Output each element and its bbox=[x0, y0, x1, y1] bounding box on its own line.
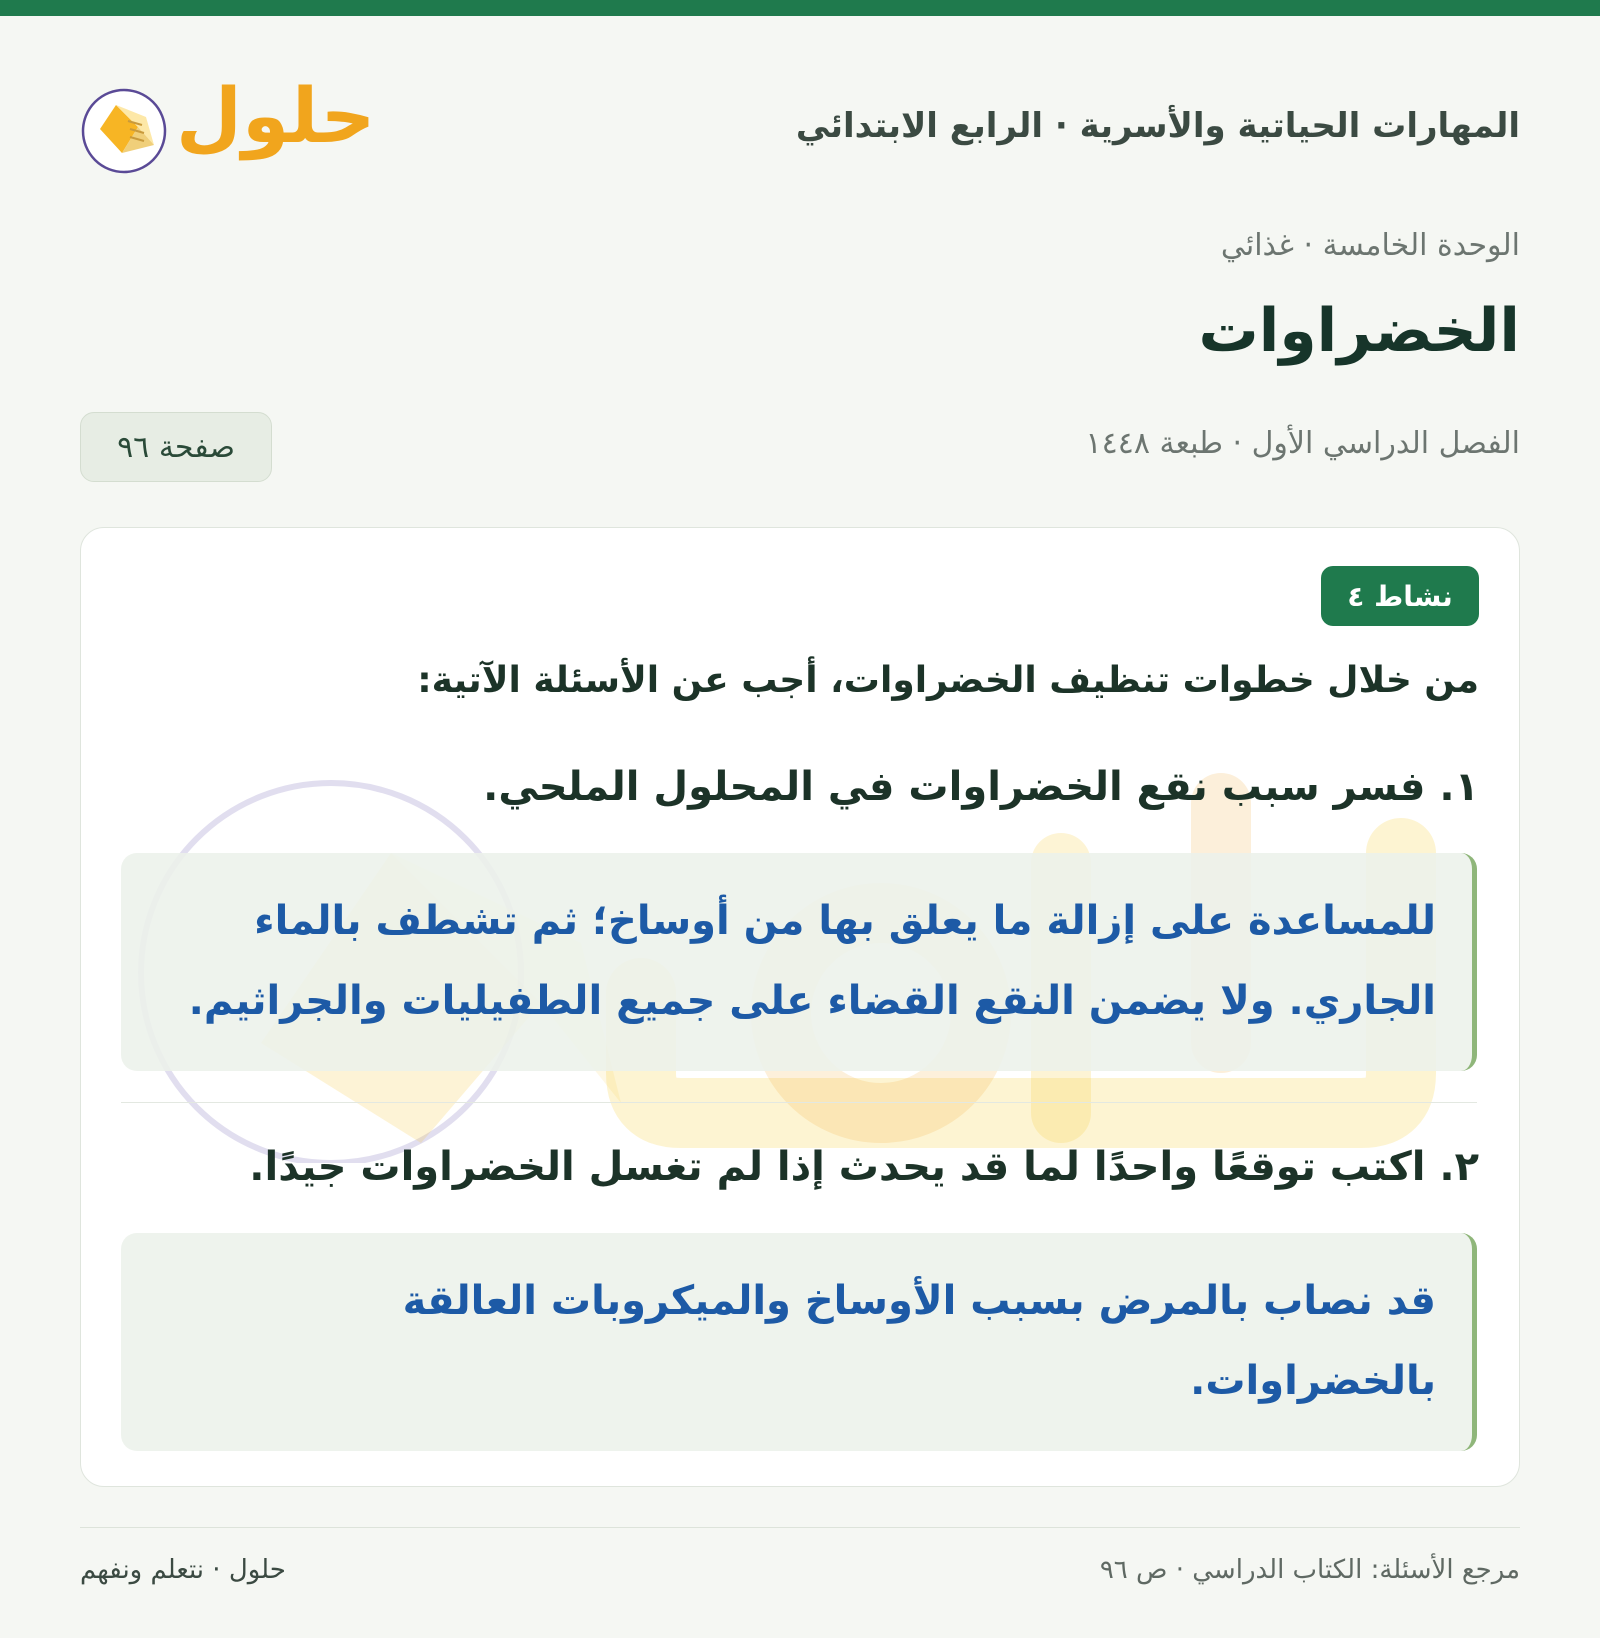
activity-card bbox=[80, 527, 1520, 1487]
logo-wordmark: حلول bbox=[176, 71, 376, 160]
footer-brand[interactable]: حلول · نتعلم ونفهم bbox=[80, 1555, 286, 1585]
footer-divider bbox=[80, 1527, 1520, 1528]
book-emblem-icon bbox=[80, 87, 168, 175]
lesson-title: الخضراوات bbox=[1198, 296, 1520, 366]
site-logo[interactable] bbox=[80, 70, 376, 180]
answer-2: قد نصاب بالمرض بسبب الأوساخ والميكروبات العالقة بالخضراوات. bbox=[121, 1233, 1477, 1451]
question-divider bbox=[121, 1102, 1477, 1103]
footer-source: مرجع الأسئلة: الكتاب الدراسي · ص ٩٦ bbox=[1099, 1555, 1520, 1585]
top-accent-bar bbox=[0, 0, 1600, 16]
activity-instructions: من خلال خطوات تنظيف الخضراوات، أجب عن الأسئلة الآتية: bbox=[417, 660, 1479, 701]
page-header bbox=[80, 70, 1520, 180]
term-edition: الفصل الدراسي الأول · طبعة ١٤٤٨ bbox=[1085, 426, 1520, 461]
subject-title: المهارات الحياتية والأسرية · الرابع الابتدائي bbox=[795, 106, 1520, 146]
unit-breadcrumb: الوحدة الخامسة · غذائي bbox=[1220, 228, 1520, 263]
question-1: ١. فسر سبب نقع الخضراوات في المحلول الملحي. bbox=[483, 764, 1479, 810]
page-number-badge: صفحة ٩٦ bbox=[80, 412, 272, 482]
answer-1: للمساعدة على إزالة ما يعلق بها من أوساخ؛ ثم تشطف بالماء الجاري. ولا يضمن النقع القضاء على جميع الطفيليات والجراثيم. bbox=[121, 853, 1477, 1071]
question-2: ٢. اكتب توقعًا واحدًا لما قد يحدث إذا لم تغسل الخضراوات جيدًا. bbox=[249, 1144, 1479, 1190]
activity-badge: نشاط ٤ bbox=[1321, 566, 1479, 626]
